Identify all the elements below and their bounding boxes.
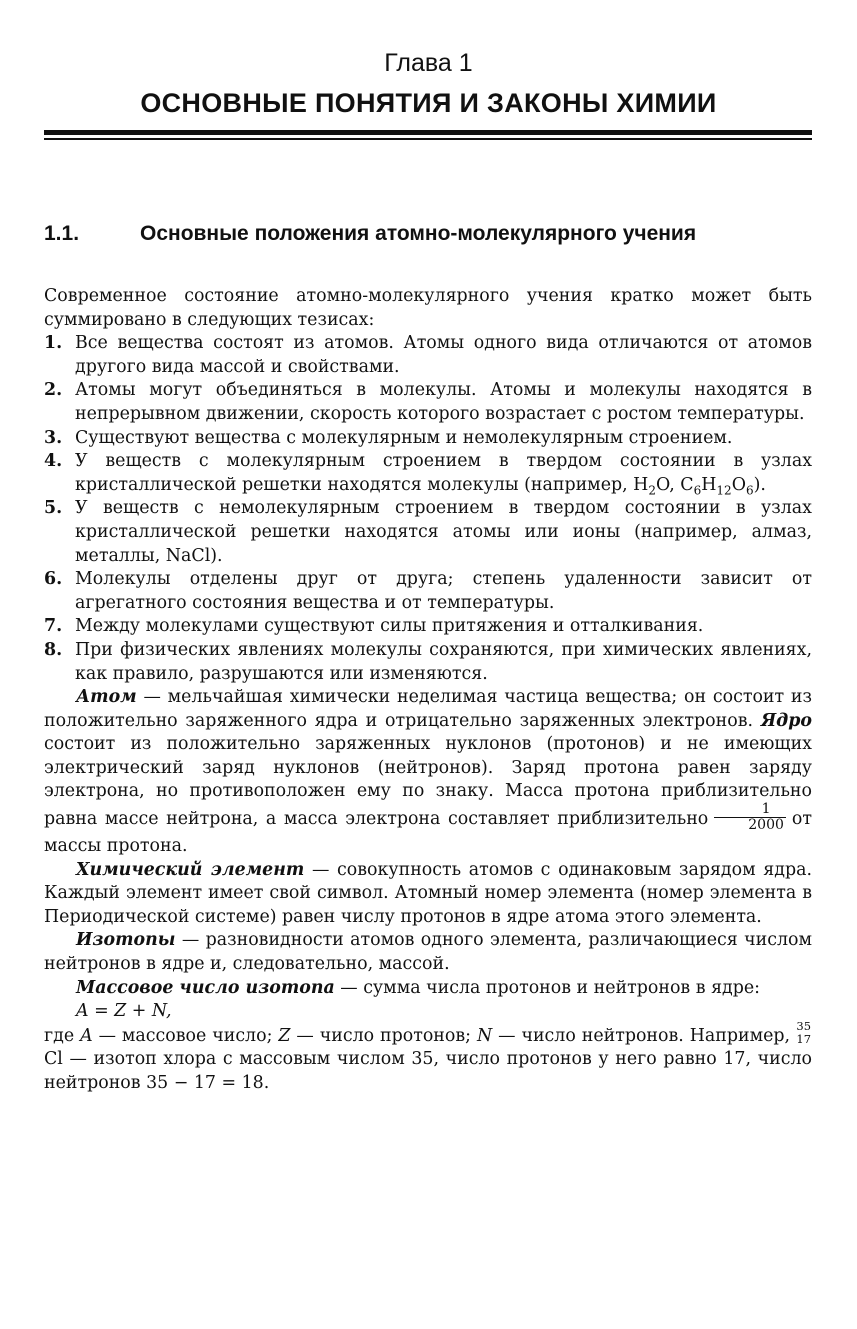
thesis-number: 4.: [44, 451, 63, 472]
atom-paragraph: [44, 686, 812, 859]
where-paragraph: [44, 1018, 812, 1096]
definition-text: — сумма числа протонов и нейтронов в ядре:: [334, 977, 761, 998]
thesis-number: 5.: [44, 498, 63, 519]
thesis-text: Молекулы отделены друг от друга; степень удаленности зависит от агрегатного состояния вещества и от температуры.: [75, 569, 812, 613]
thesis-item: [44, 332, 812, 379]
fraction-denominator: 2000: [748, 817, 784, 834]
variable-a: A: [80, 1025, 93, 1046]
thesis-number: 8.: [44, 639, 63, 660]
thesis-text-part: У веществ с молекулярным строением в твердом состоянии в узлах кристаллической решетки находятся молекулы (например, H: [75, 451, 812, 495]
definition-text: — разновидности атомов одного элемента, различающиеся числом нейтронов в ядре и, следовательно, массой.: [44, 930, 812, 975]
isotope-mass-number: 35: [796, 1018, 812, 1033]
thesis-text-part: H: [701, 474, 717, 495]
subscript: 6: [693, 483, 702, 498]
thesis-text: Все вещества состоят из атомов. Атомы одного вида отличаются от атомов другого вида массой и свойствами.: [75, 333, 812, 377]
variable-z: Z: [278, 1025, 291, 1046]
thesis-text-part: ).: [753, 474, 766, 495]
term-nucleus: Ядро: [760, 710, 812, 731]
mass-number-paragraph: [44, 977, 812, 1001]
thesis-number: 3.: [44, 427, 63, 448]
thesis-item: [44, 615, 812, 639]
chapter-label: Глава 1: [384, 49, 473, 77]
thesis-text-part: O, C: [656, 474, 694, 495]
thesis-text: У веществ с немолекулярным строением в твердом состоянии в узлах кристаллической решетки находятся атомы или ионы (например, алмаз, металлы, NaCl).: [75, 498, 812, 566]
thesis-item: [44, 639, 812, 686]
thesis-number: 6.: [44, 569, 63, 590]
where-text: — изотоп хлора с массовым числом 35, число протонов у него равно 17, число нейтронов 35 − 17 = 18.: [44, 1049, 812, 1093]
subscript: 12: [716, 483, 732, 498]
section-number: 1.1.: [44, 222, 80, 245]
where-text: — массовое число;: [92, 1025, 279, 1046]
mass-number-formula: A = Z + N,: [76, 1001, 172, 1022]
term-element: Химический элемент: [76, 859, 305, 880]
thesis-item: [44, 497, 812, 568]
section-title: Основные положения атомно-молекулярного учения: [140, 222, 697, 245]
thesis-text: Атомы могут объединяться в молекулы. Атомы и молекулы находятся в непрерывном движении, скорость которого возрастает с ростом температуры.: [75, 380, 812, 424]
thesis-number: 1.: [44, 333, 63, 354]
element-paragraph: [44, 859, 812, 930]
variable-n: N: [476, 1025, 493, 1046]
thesis-item: [44, 427, 812, 451]
term-mass-number: Массовое число изотопа: [76, 977, 335, 998]
thesis-number: 7.: [44, 616, 63, 637]
isotope-symbol: Cl: [44, 1049, 63, 1070]
thesis-text-part: O: [731, 474, 746, 495]
thesis-text: [75, 451, 812, 498]
definition-text: — мельчайшая химически неделимая частица вещества; он состоит из положительно заряженного ядра и отрицательно заряженных электронов.: [44, 687, 812, 731]
thesis-text: Между молекулами существуют силы притяжения и отталкивания.: [75, 616, 704, 637]
isotope-notation: [796, 1018, 812, 1046]
term-isotopes: Изотопы: [76, 930, 176, 951]
thesis-item: [44, 450, 812, 497]
chapter-rule-thick: [44, 130, 812, 135]
term-atom: Атом: [76, 687, 137, 708]
intro-paragraph: Современное состояние атомно-молекулярного учения кратко может быть суммировано в следующих тезисах:: [44, 286, 812, 330]
body-text: [44, 285, 812, 1096]
where-text: — число нейтронов. Например,: [492, 1025, 797, 1046]
definition-text: состоит из положительно заряженных нуклонов (протонов) и не имеющих электрический заряд нуклонов (нейтронов). Заряд протона равен заряду электрона, но противоположен ему по знаку. Масса протона приблизительно равна массе нейтрона, а масса электрона составляет приблизительно: [44, 734, 812, 830]
where-text: — число протонов;: [290, 1025, 477, 1046]
definition-text: от массы протона.: [44, 809, 812, 857]
theses-list: [44, 332, 812, 686]
isotope-atomic-number: 17: [796, 1031, 812, 1046]
where-text: где: [44, 1025, 81, 1046]
thesis-item: [44, 568, 812, 615]
thesis-text: Существуют вещества с молекулярным и немолекулярным строением.: [75, 427, 733, 448]
subscript: 2: [648, 483, 656, 498]
thesis-text: При физических явлениях молекулы сохраняются, при химических явлениях, как правило, разрушаются или изменяются.: [75, 639, 812, 684]
isotopes-paragraph: [44, 929, 812, 976]
chapter-title: ОСНОВНЫЕ ПОНЯТИЯ И ЗАКОНЫ ХИМИИ: [140, 88, 717, 118]
thesis-number: 2.: [44, 380, 63, 401]
chapter-rule-thin: [44, 138, 812, 140]
definition-text: — совокупность атомов с одинаковым зарядом ядра. Каждый элемент имеет свой символ. Атомный номер элемента (номер элемента в Периодической системе) равен числу протонов в ядре атома этого элемента.: [44, 859, 812, 927]
fraction: [714, 802, 786, 833]
thesis-item: [44, 379, 812, 426]
subscript: 6: [745, 483, 754, 498]
fraction-numerator: 1: [714, 802, 786, 818]
